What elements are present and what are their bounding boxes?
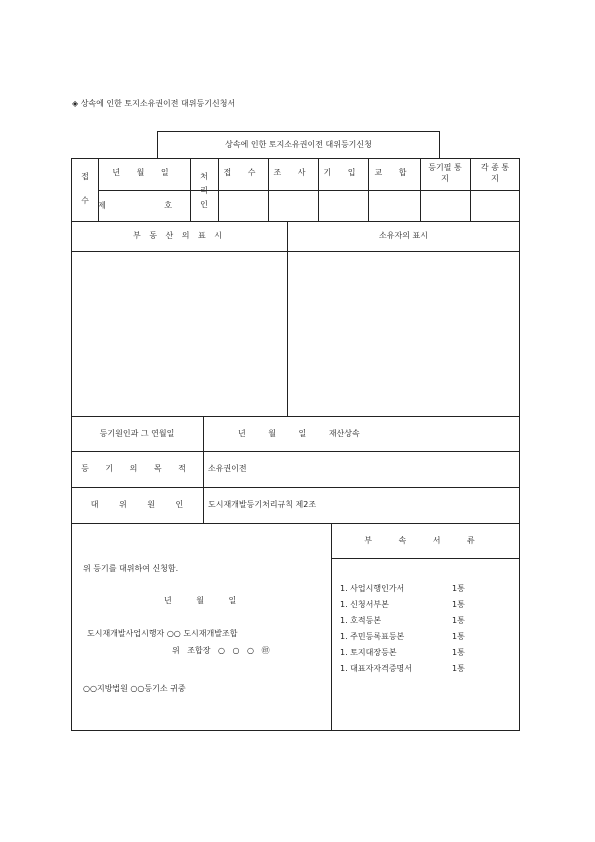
form-title: 상속에 인한 토지소유권이전 대위등기신청	[225, 140, 372, 149]
representative-name: 위 조합장 ○ ○ ○ ㊞	[172, 646, 270, 655]
reception-label: 접수	[81, 172, 89, 205]
reception-col-1: 조 사	[273, 168, 313, 177]
property-section-label: 부 동 산 의 표 시	[132, 231, 226, 240]
reception-number-label: 제 호	[98, 201, 200, 210]
cause-label: 등기원인과 그 연월일	[99, 429, 175, 438]
processor-label: 처리인	[200, 172, 208, 209]
reception-date-label: 년 월 일	[112, 168, 176, 177]
attachment-item-qty: 1통	[452, 664, 465, 673]
attachment-item-qty: 1통	[452, 584, 465, 593]
court-address: ○○지방법원 ○○등기소 귀중	[83, 684, 186, 693]
page-heading: ◈ 상속에 인한 토지소유권이전 대위등기신청서	[72, 99, 236, 108]
owner-section-label: 소유자의 표시	[379, 231, 428, 240]
purpose-value: 소유권이전	[208, 464, 247, 473]
subrogation-label: 대 위 원 인	[90, 500, 184, 509]
reception-col-4: 등기필 통 지	[428, 163, 462, 183]
attachment-item-name: 1. 신청서부본	[340, 600, 389, 609]
attachment-item-name: 1. 토지대장등본	[340, 648, 397, 657]
application-statement: 위 등기를 대위하여 신청함.	[83, 564, 179, 573]
attachment-item-qty: 1통	[452, 600, 465, 609]
attachments-title: 부 속 서 류	[364, 536, 487, 545]
application-date: 년 월 일	[164, 596, 237, 605]
cause-value: 년 월 일 재산상속	[238, 429, 360, 438]
attachment-item-name: 1. 호적등본	[340, 616, 382, 625]
subrogation-value: 도시재개발등기처리규칙 제2조	[208, 500, 317, 509]
applicant-name: 도시재개발사업시행자 ○○ 도시재개발조합	[87, 629, 238, 638]
attachment-item-qty: 1통	[452, 648, 465, 657]
reception-col-5: 각 종 통 지	[480, 163, 510, 183]
attachment-item-name: 1. 대표자자격증명서	[340, 664, 412, 673]
attachment-item-name: 1. 주민등록표등본	[340, 632, 405, 641]
attachment-item-name: 1. 사업시행인가서	[340, 584, 405, 593]
reception-col-2: 기 입	[323, 168, 363, 177]
attachment-item-qty: 1통	[452, 616, 465, 625]
reception-col-3: 교 합	[374, 168, 414, 177]
purpose-label: 등 기 의 목 적	[81, 464, 193, 473]
reception-col-0: 접 수	[223, 168, 263, 177]
attachment-item-qty: 1통	[452, 632, 465, 641]
